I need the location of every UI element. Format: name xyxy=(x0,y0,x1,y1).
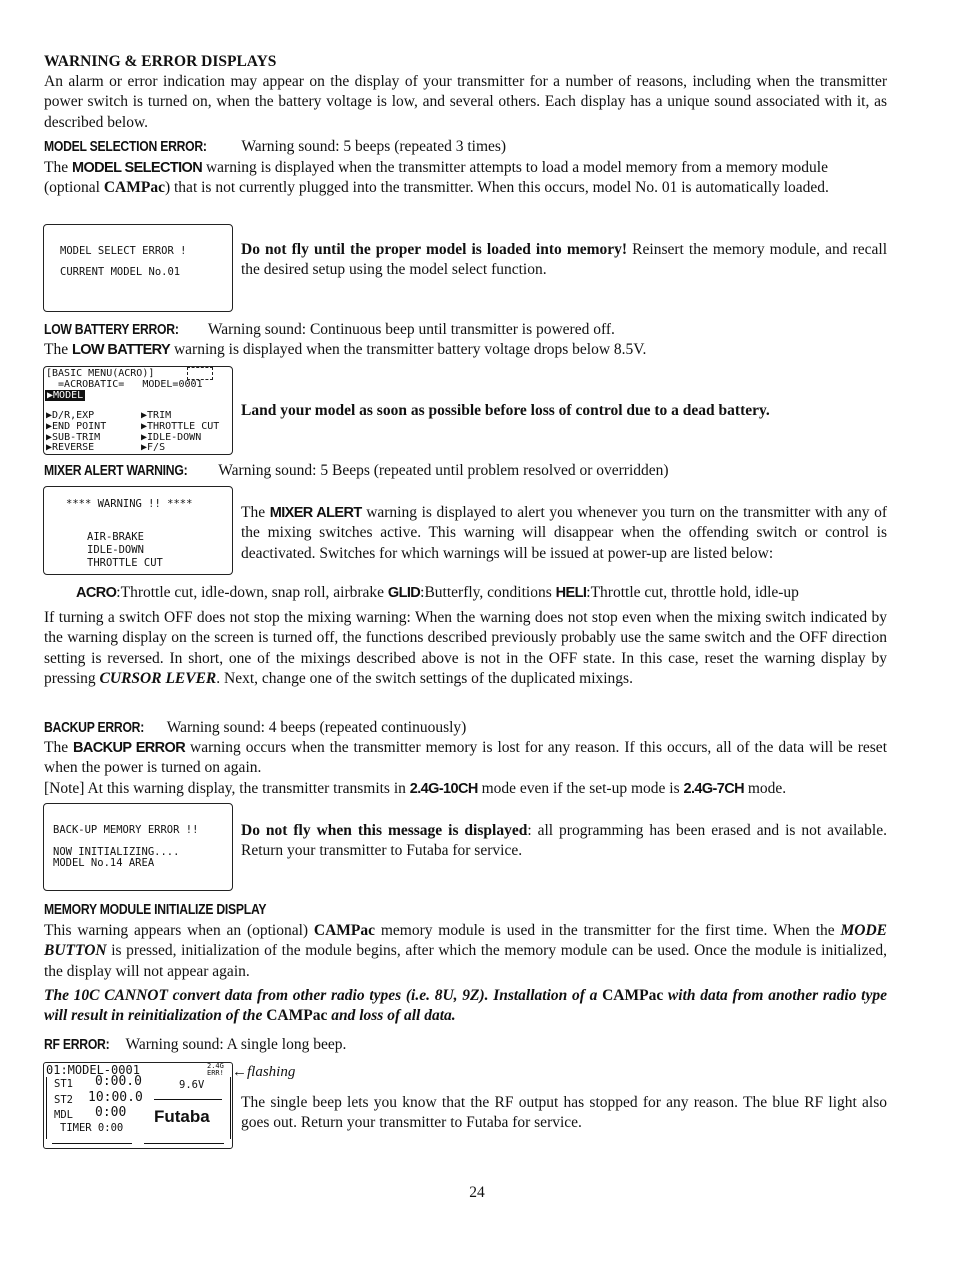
menu-item: ▶F/S xyxy=(141,442,166,453)
menu-item: ▶SUB-TRIM xyxy=(46,432,101,443)
rf-error-sound-line: RF ERROR: Warning sound: A single long beep. xyxy=(44,1036,347,1053)
memory-module-heading: MEMORY MODULE INITIALIZE DISPLAY xyxy=(44,902,267,918)
menu-item: ▶END POINT xyxy=(46,421,107,432)
low-battery-paragraph: The LOW BATTERY warning is displayed when the transmitter battery voltage drops below 8.5V. xyxy=(44,341,647,358)
menu-model-selected: ▶MODEL xyxy=(47,390,84,401)
lcd-line: [BASIC MENU(ACRO)] xyxy=(46,368,155,379)
mixer-warning-lcd xyxy=(43,486,233,575)
rf-error-lcd xyxy=(43,1062,233,1149)
flashing-callout: ←flashing xyxy=(232,1064,296,1080)
lcd-line: =ACROBATIC= MODEL=0001 xyxy=(46,379,203,390)
lcd-st1-label: ST1 xyxy=(54,1078,73,1090)
lcd-st1-time: 0:00.0 xyxy=(95,1074,142,1089)
trim-bar-bottom-right xyxy=(144,1138,224,1144)
lcd-voltage: 9.6V xyxy=(179,1079,205,1091)
model-selection-note: Do not fly until the proper model is loaded into memory! Reinsert the memory module, and recall the desired setup using the model select function. xyxy=(241,241,887,279)
basic-menu-lcd xyxy=(43,366,233,455)
mixer-alert-paragraph: The MIXER ALERT warning is displayed to alert you whenever you turn on the transmitter with any of the mixing switches active. This warning will disappear when the offending switch or control is deactivated. Switches for which warnings will be issued at power-up are listed below: xyxy=(241,504,887,562)
low-battery-sound-line: LOW BATTERY ERROR: Warning sound: Continuous beep until transmitter is powered off. xyxy=(44,321,615,338)
menu-item: ▶IDLE-DOWN xyxy=(141,432,202,443)
futaba-logo: Futaba xyxy=(154,1107,210,1126)
model-selection-paragraph: The MODEL SELECTION warning is displayed when the transmitter attempts to load a model memory from a memory module (optional CAMPac) that is not currently plugged into the transmitter. When this occurs, model No. 01 is automatically loaded. xyxy=(44,159,829,197)
backup-note: [Note] At this warning display, the transmitter transmits in 2.4G-10CH mode even if the set-up mode is 2.4G-7CH mode. xyxy=(44,780,787,797)
lcd-line: **** WARNING !! **** xyxy=(66,498,193,510)
lcd-line: MODEL No.14 AREA xyxy=(53,857,155,869)
memory-module-warning: The 10C CANNOT convert data from other radio types (i.e. 8U, 9Z). Installation of a CAMPac with data from another radio type will result in reinitialization of the CAMPac and loss of all data. xyxy=(44,987,887,1025)
menu-item: ▶REVERSE xyxy=(46,442,95,453)
lcd-line: CURRENT MODEL No.01 xyxy=(60,266,181,278)
lcd-line: THROTTLE CUT xyxy=(87,557,163,569)
mixer-switch-list: ACRO:Throttle cut, idle-down, snap roll, airbrake GLID:Butterfly, conditions HELI:Throttle cut, throttle hold, idle-up xyxy=(76,584,799,601)
section-title: WARNING & ERROR DISPLAYS xyxy=(44,53,277,70)
rf-err-badge: 2.4G ERR! xyxy=(207,1062,224,1077)
backup-lcd xyxy=(43,803,233,891)
trim-bar-right xyxy=(227,1077,231,1139)
mixer-alert-sound-line: MIXER ALERT WARNING: Warning sound: 5 Beeps (repeated until problem resolved or overridden) xyxy=(44,462,669,479)
trim-bar-left xyxy=(46,1077,50,1139)
lcd-line: AIR-BRAKE xyxy=(87,531,144,543)
lcd-line: IDLE-DOWN xyxy=(87,544,144,556)
lcd-mdl-time: 0:00 xyxy=(95,1105,127,1120)
menu-item: ▶THROTTLE CUT xyxy=(141,421,220,432)
backup-paragraph: The BACKUP ERROR warning occurs when the transmitter memory is lost for any reason. If this occurs, all of the data will be reset when the power is turned on again. xyxy=(44,739,887,777)
lcd-st2-time: 10:00.0 xyxy=(88,1090,143,1105)
lcd-line: NOW INITIALIZING.... xyxy=(53,846,180,858)
lcd-timer: TIMER 0:00 xyxy=(60,1122,124,1134)
lcd-mdl-label: MDL xyxy=(54,1109,73,1121)
lcd-model-name: 01:MODEL-0001 xyxy=(46,1063,140,1077)
memory-module-paragraph: This warning appears when an (optional) CAMPac memory module is used in the transmitter for the first time. When the MODE BUTTON is pressed, initialization of the module begins, after which the memory module can be used. Once the module is initialized, the display will not appear again. xyxy=(44,922,887,980)
model-selection-sound-line: MODEL SELECTION ERROR: Warning sound: 5 beeps (repeated 3 times) xyxy=(44,138,507,155)
menu-item: ▶D/R,EXP xyxy=(46,410,95,421)
low-battery-note: Land your model as soon as possible before loss of control due to a dead battery. xyxy=(241,402,770,419)
backup-side-note: Do not fly when this message is displayed: all programming has been erased and is not available. Return your transmitter to Futaba for service. xyxy=(241,822,887,860)
lcd-st2-label: ST2 xyxy=(54,1094,73,1106)
page-number: 24 xyxy=(469,1184,485,1201)
model-select-lcd xyxy=(43,224,233,312)
intro-paragraph: An alarm or error indication may appear on the display of your transmitter for a number of reasons, including when the transmitter power switch is turned on, when the battery voltage is low, and several others. Each display has a unique sound associated with it, as described below. xyxy=(44,73,887,131)
trim-bar-bottom-left xyxy=(52,1138,132,1144)
rf-error-paragraph: The single beep lets you know that the RF output has stopped for any reason. The blue RF light also goes out. Return your transmitter to Futaba for service. xyxy=(241,1094,887,1132)
lcd-line: BACK-UP MEMORY ERROR !! xyxy=(53,824,199,836)
lcd-line: MODEL SELECT ERROR ! xyxy=(60,245,187,257)
backup-sound-line: BACKUP ERROR: Warning sound: 4 beeps (repeated continuously) xyxy=(44,719,467,736)
menu-item: ▶TRIM xyxy=(141,410,172,421)
mixer-off-paragraph: If turning a switch OFF does not stop the mixing warning: When the warning does not stop even when the mixing switch indicated by the warning display on the screen is turned off, the functions described previously probably use the same switch and the OFF direction setting is reversed. In short, one of the mixings described above is not in the OFF state. In this case, reset the warning display by pressing CURSOR LEVER. Next, change one of the switch settings of the duplicated mixings. xyxy=(44,609,887,687)
